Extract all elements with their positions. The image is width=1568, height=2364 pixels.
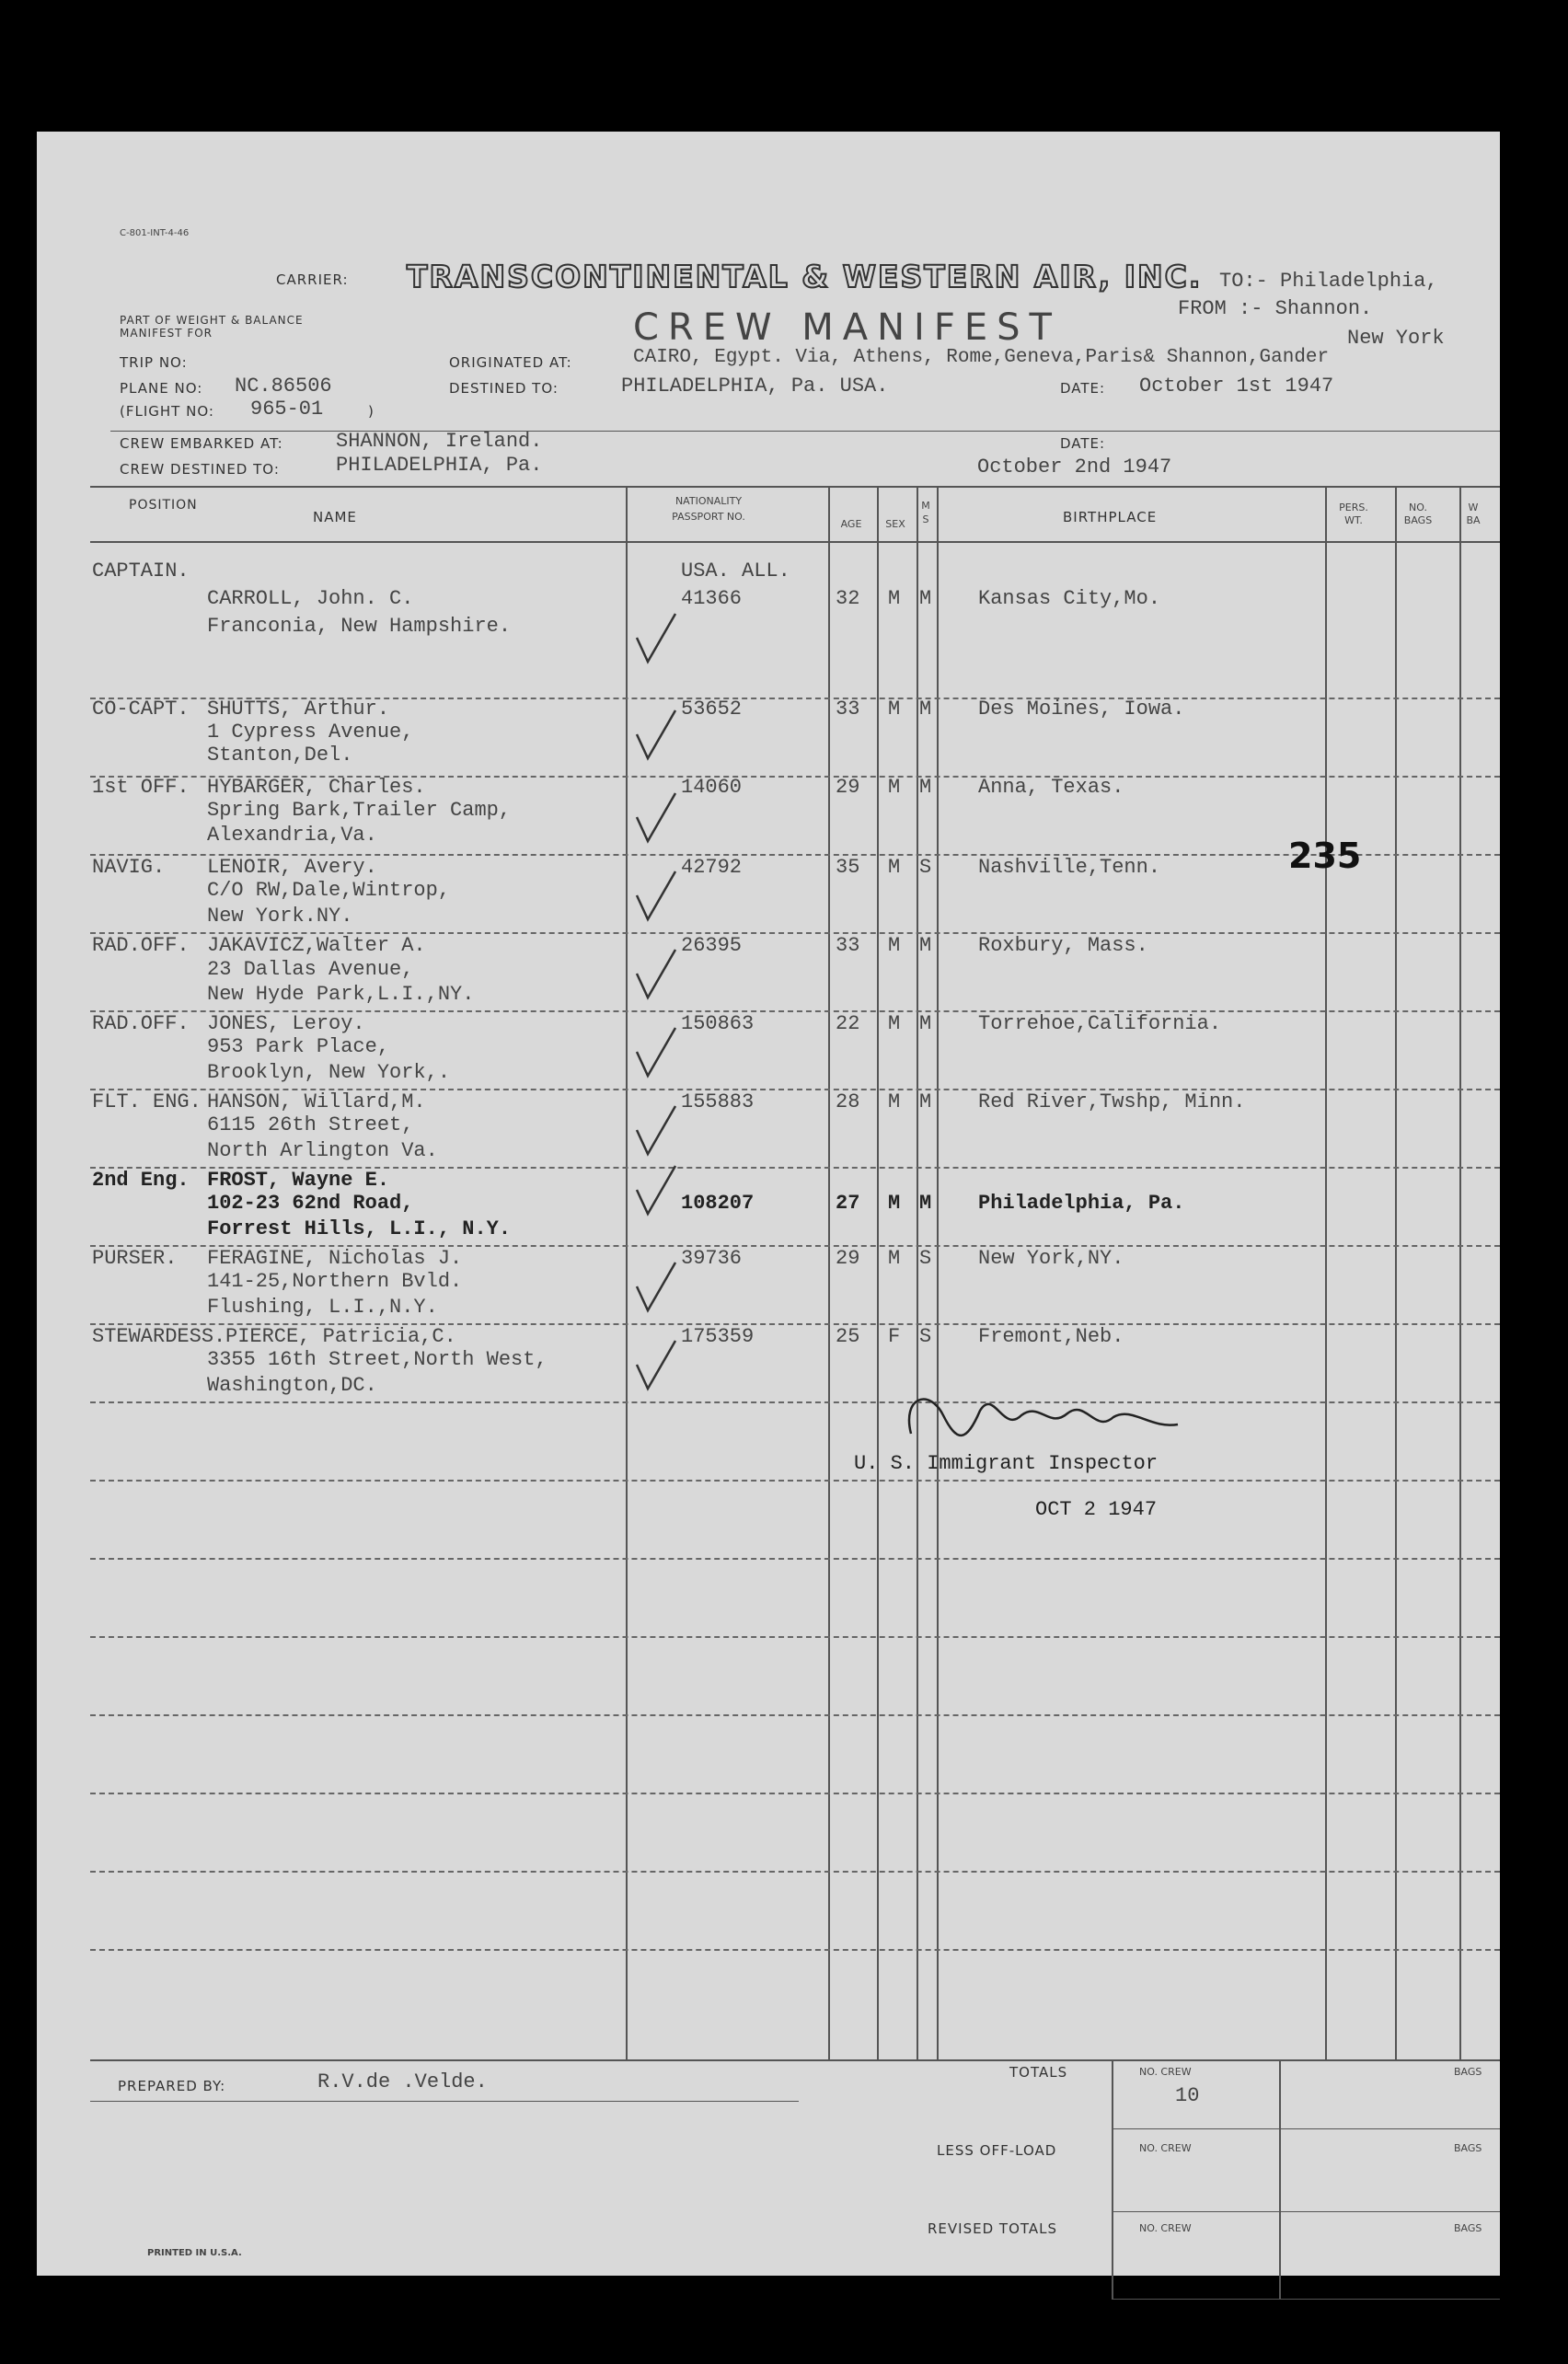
printed-label: PRINTED IN U.S.A. <box>147 2248 242 2258</box>
crew-name: FROST, Wayne E. <box>207 1169 390 1192</box>
total-crew-value: 10 <box>1175 2084 1200 2107</box>
crew-position: RAD.OFF. <box>92 1012 190 1035</box>
crew-name: HANSON, Willard,M. <box>207 1090 426 1113</box>
crew-age: 32 <box>836 587 860 610</box>
crew-position: STEWARDESS. <box>92 1325 226 1348</box>
crew-marital: S <box>919 856 932 879</box>
to-line: TO:- Philadelphia, <box>1219 270 1438 293</box>
col-ba: BA <box>1466 514 1481 526</box>
crew-age: 33 <box>836 934 860 957</box>
flight-close: ) <box>368 403 375 420</box>
crew-name: CARROLL, John. C. <box>207 587 414 610</box>
crew-passport: 155883 <box>681 1090 755 1113</box>
crew-address: Washington,DC. <box>207 1374 377 1397</box>
crew-marital: M <box>919 698 932 721</box>
crew-name: JAKAVICZ,Walter A. <box>207 934 426 957</box>
crew-marital: M <box>919 1090 932 1113</box>
crew-birthplace: Nashville,Tenn. <box>978 856 1161 879</box>
inspector-signature-icon <box>893 1378 1196 1452</box>
check-mark-icon <box>633 868 679 923</box>
col-nationality: NATIONALITY <box>674 495 743 507</box>
crew-name: FERAGINE, Nicholas J. <box>207 1247 463 1270</box>
crew-address: North Arlington Va. <box>207 1139 438 1162</box>
plane-value: NC.86506 <box>235 375 332 398</box>
crew-sex: M <box>888 934 901 957</box>
col-wt: WT. <box>1344 514 1363 526</box>
prepared-value: R.V.de .Velde. <box>317 2070 488 2093</box>
inspector-date: OCT 2 1947 <box>1035 1498 1158 1521</box>
crew-position: 2nd Eng. <box>92 1169 190 1192</box>
crew-sex: M <box>888 1192 901 1215</box>
crew-address: 23 Dallas Avenue, <box>207 958 414 981</box>
col-w: W <box>1468 502 1479 513</box>
bags-label: BAGS <box>1454 2142 1482 2154</box>
crew-passport: 150863 <box>681 1012 755 1035</box>
flight-value: 965-01 <box>250 398 324 421</box>
crew-name: HYBARGER, Charles. <box>207 776 426 799</box>
crew-position: CAPTAIN. <box>92 559 190 582</box>
originated-label: ORIGINATED AT: <box>449 354 572 371</box>
new-york-line: New York <box>1347 327 1445 350</box>
crew-age: 29 <box>836 1247 860 1270</box>
crew-marital: M <box>919 776 932 799</box>
crew-passport: 39736 <box>681 1247 743 1270</box>
crew-address: 102-23 62nd Road, <box>207 1192 414 1215</box>
part-label: PART OF WEIGHT & BALANCE MANIFEST FOR <box>120 314 304 340</box>
trip-label: TRIP NO: <box>120 354 188 371</box>
crew-sex: M <box>888 698 901 721</box>
date2-value: October 2nd 1947 <box>977 456 1172 479</box>
crew-age: 28 <box>836 1090 860 1113</box>
nationality-header: USA. ALL. <box>681 559 790 582</box>
col-bags: BAGS <box>1403 514 1433 526</box>
crew-marital: S <box>919 1325 932 1348</box>
crew-age: 25 <box>836 1325 860 1348</box>
crew-sex: F <box>888 1325 901 1348</box>
crew-passport: 53652 <box>681 698 743 721</box>
crew-marital: M <box>919 1012 932 1035</box>
check-mark-icon <box>633 1337 679 1392</box>
crew-address: Forrest Hills, L.I., N.Y. <box>207 1217 512 1240</box>
crew-sex: M <box>888 856 901 879</box>
crew-birthplace: Des Moines, Iowa. <box>978 698 1185 721</box>
col-age: AGE <box>840 518 862 530</box>
crew-address: New York.NY. <box>207 905 353 928</box>
check-mark-icon <box>633 1162 679 1217</box>
form-number: C-801-INT-4-46 <box>120 228 190 238</box>
crew-marital: S <box>919 1247 932 1270</box>
crew-birthplace: Torrehoe,California. <box>978 1012 1222 1035</box>
embarked-value: SHANNON, Ireland. <box>336 430 543 453</box>
crew-passport: 14060 <box>681 776 743 799</box>
bags-label: BAGS <box>1454 2066 1482 2078</box>
prepared-label: PREPARED BY: <box>118 2078 226 2094</box>
crew-marital: M <box>919 934 932 957</box>
check-mark-icon <box>633 790 679 845</box>
crew-name: SHUTTS, Arthur. <box>207 698 390 721</box>
crew-birthplace: Philadelphia, Pa. <box>978 1192 1185 1215</box>
crew-address: 141-25,Northern Bvld. <box>207 1270 463 1293</box>
check-mark-icon <box>633 1024 679 1079</box>
manifest-page <box>37 132 1500 2276</box>
col-passport: PASSPORT NO. <box>672 511 745 523</box>
crew-marital: M <box>919 1192 932 1215</box>
col-position: POSITION <box>129 498 198 513</box>
check-mark-icon <box>633 1102 679 1158</box>
crew-sex: M <box>888 1090 901 1113</box>
crew-address: 3355 16th Street,North West, <box>207 1348 548 1371</box>
date2-label: DATE: <box>1060 435 1106 452</box>
no-crew-label: NO. CREW <box>1139 2222 1192 2234</box>
date-value: October 1st 1947 <box>1139 375 1334 398</box>
crew-position: FLT. ENG. <box>92 1090 202 1113</box>
originated-value: CAIRO, Egypt. Via, Athens, Rome,Geneva,Paris& Shannon,Gander <box>633 347 1330 368</box>
inspector-title: U. S. Immigrant Inspector <box>854 1452 1159 1475</box>
check-mark-icon <box>633 946 679 1001</box>
crew-birthplace: Kansas City,Mo. <box>978 587 1161 610</box>
crew-address: Flushing, L.I.,N.Y. <box>207 1296 438 1319</box>
crew-birthplace: New York,NY. <box>978 1247 1124 1270</box>
crew-address: New Hyde Park,L.I.,NY. <box>207 983 475 1006</box>
crew-sex: M <box>888 587 901 610</box>
crew-passport: 42792 <box>681 856 743 879</box>
crew-birthplace: Anna, Texas. <box>978 776 1124 799</box>
stamp-number: 235 <box>1288 836 1362 876</box>
crew-name: LENOIR, Avery. <box>207 856 377 879</box>
carrier-name: TRANSCONTINENTAL & WESTERN AIR, INC. <box>407 259 1203 294</box>
crew-address: Stanton,Del. <box>207 744 353 767</box>
crew-marital: M <box>919 587 932 610</box>
crew-birthplace: Fremont,Neb. <box>978 1325 1124 1348</box>
crew-address: 6115 26th Street, <box>207 1113 414 1136</box>
date-label: DATE: <box>1060 380 1106 397</box>
crew-sex: M <box>888 776 901 799</box>
crew-passport: 41366 <box>681 587 743 610</box>
crew-address: 953 Park Place, <box>207 1035 390 1058</box>
col-pers: PERS. <box>1339 502 1368 513</box>
crew-address: C/O RW,Dale,Wintrop, <box>207 879 451 902</box>
col-ms-s: S <box>922 513 929 525</box>
crew-age: 29 <box>836 776 860 799</box>
crew-address: Franconia, New Hampshire. <box>207 615 512 638</box>
crew-passport: 26395 <box>681 934 743 957</box>
bags-label: BAGS <box>1454 2222 1482 2234</box>
crew-age: 35 <box>836 856 860 879</box>
crew-address: Alexandria,Va. <box>207 824 377 847</box>
col-sex: SEX <box>885 518 905 530</box>
destined-label: DESTINED TO: <box>449 380 559 397</box>
less-offload-label: LESS OFF-LOAD <box>937 2142 1057 2159</box>
crew-destined-value: PHILADELPHIA, Pa. <box>336 454 543 477</box>
check-mark-icon <box>633 707 679 762</box>
carrier-label: CARRIER: <box>276 271 349 288</box>
crew-age: 33 <box>836 698 860 721</box>
crew-position: CO-CAPT. <box>92 698 190 721</box>
destined-value: PHILADELPHIA, Pa. USA. <box>621 375 889 398</box>
crew-name: JONES, Leroy. <box>207 1012 365 1035</box>
crew-sex: M <box>888 1247 901 1270</box>
crew-age: 27 <box>836 1192 860 1215</box>
from-line: FROM :- Shannon. <box>1178 297 1373 320</box>
crew-address: 1 Cypress Avenue, <box>207 721 414 744</box>
plane-label: PLANE NO: <box>120 380 203 397</box>
crew-position: NAVIG. <box>92 856 166 879</box>
no-crew-label: NO. CREW <box>1139 2066 1192 2078</box>
check-mark-icon <box>633 1259 679 1314</box>
crew-position: RAD.OFF. <box>92 934 190 957</box>
no-crew-label: NO. CREW <box>1139 2142 1192 2154</box>
embarked-label: CREW EMBARKED AT: <box>120 435 283 452</box>
col-name: NAME <box>313 509 357 525</box>
col-birthplace: BIRTHPLACE <box>1063 509 1158 525</box>
flight-label: (FLIGHT NO: <box>120 403 214 420</box>
crew-position: PURSER. <box>92 1247 178 1270</box>
crew-name: PIERCE, Patricia,C. <box>225 1325 456 1348</box>
crew-position: 1st OFF. <box>92 776 190 799</box>
crew-age: 22 <box>836 1012 860 1035</box>
crew-passport: 108207 <box>681 1192 755 1215</box>
crew-birthplace: Red River,Twshp, Minn. <box>978 1090 1246 1113</box>
crew-sex: M <box>888 1012 901 1035</box>
crew-passport: 175359 <box>681 1325 755 1348</box>
document-title: CREW MANIFEST <box>633 306 1061 349</box>
crew-address: Spring Bark,Trailer Camp, <box>207 799 512 822</box>
col-ms-m: M <box>921 500 930 512</box>
crew-destined-label: CREW DESTINED TO: <box>120 461 280 478</box>
crew-address: Brooklyn, New York,. <box>207 1061 451 1084</box>
revised-totals-label: REVISED TOTALS <box>928 2220 1058 2237</box>
check-mark-icon <box>633 610 679 665</box>
crew-birthplace: Roxbury, Mass. <box>978 934 1148 957</box>
totals-label: TOTALS <box>1009 2064 1068 2081</box>
col-no: NO. <box>1409 502 1427 513</box>
